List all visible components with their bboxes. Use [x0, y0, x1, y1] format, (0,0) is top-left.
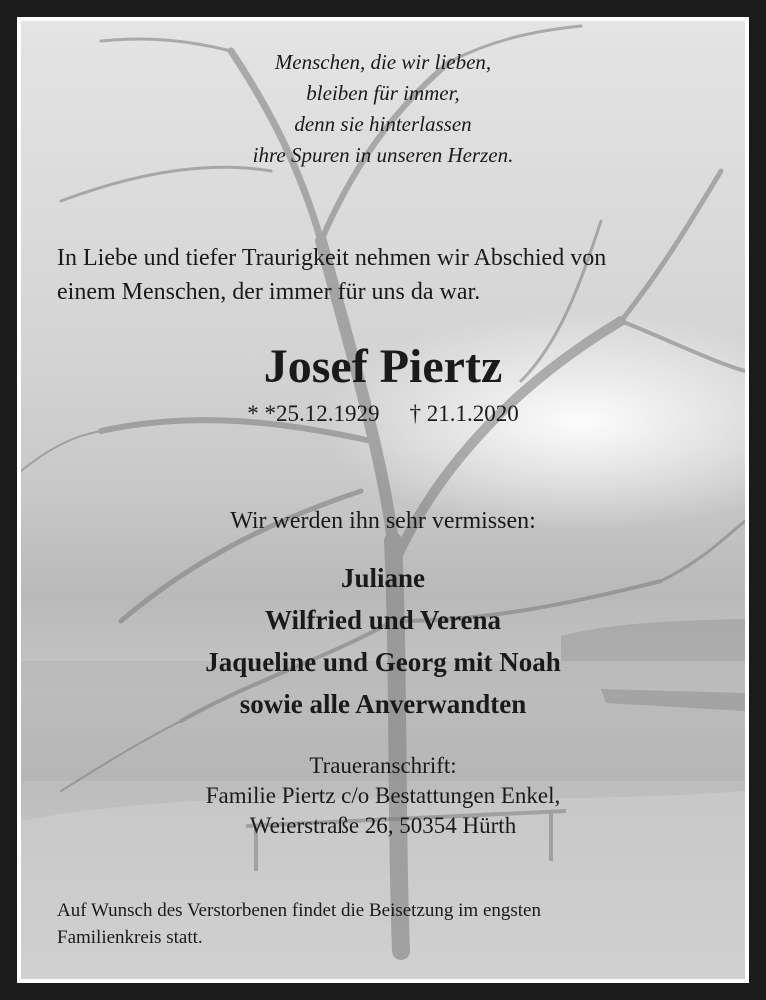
closing-line: Familienkreis statt.	[57, 927, 203, 948]
death-date: † 21.1.2020	[409, 401, 519, 426]
family-line: Jaqueline und Georg mit Noah	[205, 647, 561, 677]
family-line: Wilfried und Verena	[264, 605, 502, 635]
missed-line: Wir werden ihn sehr vermissen:	[230, 508, 536, 534]
poem-line: denn sie hinterlassen	[294, 112, 472, 136]
poem-line: ihre Spuren in unseren Herzen.	[252, 143, 514, 167]
address-label: Traueranschrift:	[309, 753, 457, 778]
intro-text	[57, 241, 737, 309]
address-line: Weierstraße 26, 50354 Hürth	[249, 813, 517, 838]
poem-line: Menschen, die wir lieben,	[274, 50, 492, 74]
poem-line: bleiben für immer,	[306, 81, 460, 105]
mourning-address	[21, 751, 745, 841]
obituary-panel	[17, 17, 749, 983]
life-dates	[21, 399, 745, 429]
family-line: Juliane	[340, 563, 426, 593]
closing-note	[57, 897, 747, 951]
birth-date: * *25.12.1929	[247, 401, 380, 426]
family-line: sowie alle Anverwandten	[239, 689, 527, 719]
closing-line: Auf Wunsch des Verstorbenen findet die Beisetzung im engsten	[57, 900, 541, 921]
deceased-name: Josef Piertz	[263, 340, 503, 393]
family-names	[21, 557, 745, 725]
address-line: Familie Piertz c/o Bestattungen Enkel,	[205, 783, 561, 808]
intro-line: einem Menschen, der immer für uns da war.	[57, 279, 481, 305]
intro-line: In Liebe und tiefer Traurigkeit nehmen wir Abschied von	[57, 245, 607, 271]
poem	[21, 47, 745, 171]
